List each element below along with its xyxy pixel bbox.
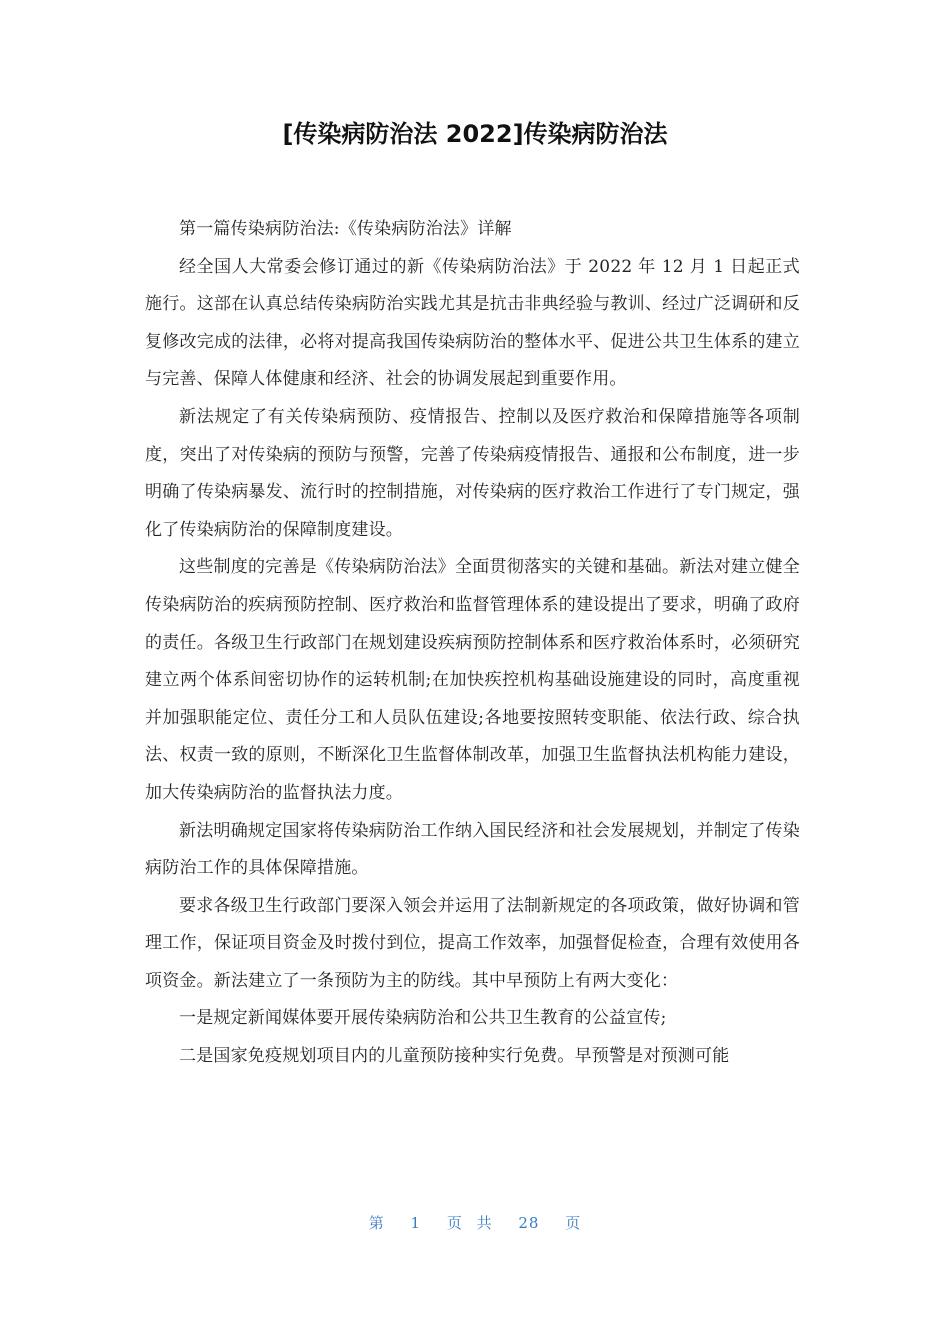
paragraph-5: 新法明确规定国家将传染病防治工作纳入国民经济和社会发展规划，并制定了传染病防治工作的具体保障措施。 [145, 820, 800, 879]
footer-middle: 页 共 [446, 1214, 493, 1232]
paragraph-2: 经全国人大常委会修订通过的新《传染病防治法》于 2022 年 12 月 1 日起正式施行。这部在认真总结传染病防治实践尤其是抗击非典经验与教训、经过广泛调研和反复修改完成的法律，必将对提高我国传染病防治的整体水平、促进公共卫生体系的建立与完善、保障人体健康和经济、社会的协调发展起到重要作用。 [145, 256, 800, 390]
paragraph-4: 这些制度的完善是《传染病防治法》全面贯彻落实的关键和基础。新法对建立健全传染病防治的疾病预防控制、医疗救治和监督管理体系的建设提出了要求，明确了政府的责任。各级卫生行政部门在规划建设疾病预防控制体系和医疗救治体系时，必须研究建立两个体系间密切协作的运转机制;在加快疾控机构基础设施建设的同时，高度重视并加强职能定位、责任分工和人员队伍建设;各地要按照转变职能、依法行政、综合执法、权责一致的原则，不断深化卫生监督体制改革，加强卫生监督执法机构能力建设，加大传染病防治的监督执法力度。 [145, 557, 800, 803]
footer-current-page: 1 [410, 1214, 422, 1232]
paragraph-6: 要求各级卫生行政部门要深入领会并运用了法制新规定的各项政策，做好协调和管理工作，保证项目资金及时拨付到位，提高工作效率，加强督促检查，合理有效使用各项资金。新法建立了一条预防为主的防线。其中早预防上有两大变化： [145, 895, 800, 991]
paragraph-3: 新法规定了有关传染病预防、疫情报告、控制以及医疗救治和保障措施等各项制度，突出了对传染病的预防与预警，完善了传染病疫情报告、通报和公布制度，进一步明确了传染病暴发、流行时的控制措施，对传染病的医疗救治工作进行了专门规定，强化了传染病防治的保障制度建设。 [145, 406, 800, 540]
document-body [145, 211, 800, 1076]
paragraph-1: 第一篇传染病防治法:《传染病防治法》详解 [179, 219, 512, 239]
footer-suffix: 页 [565, 1214, 582, 1232]
footer-prefix: 第 [368, 1214, 385, 1232]
paragraph-8: 二是国家免疫规划项目内的儿童预防接种实行免费。早预警是对预测可能 [179, 1046, 730, 1067]
paragraph-7: 一是规定新闻媒体要开展传染病防治和公共卫生教育的公益宣传; [179, 1008, 667, 1029]
footer-total-pages: 28 [518, 1214, 540, 1232]
page-number-footer [0, 1210, 950, 1236]
document-title: [传染病防治法 2022]传染病防治法 [282, 120, 668, 148]
